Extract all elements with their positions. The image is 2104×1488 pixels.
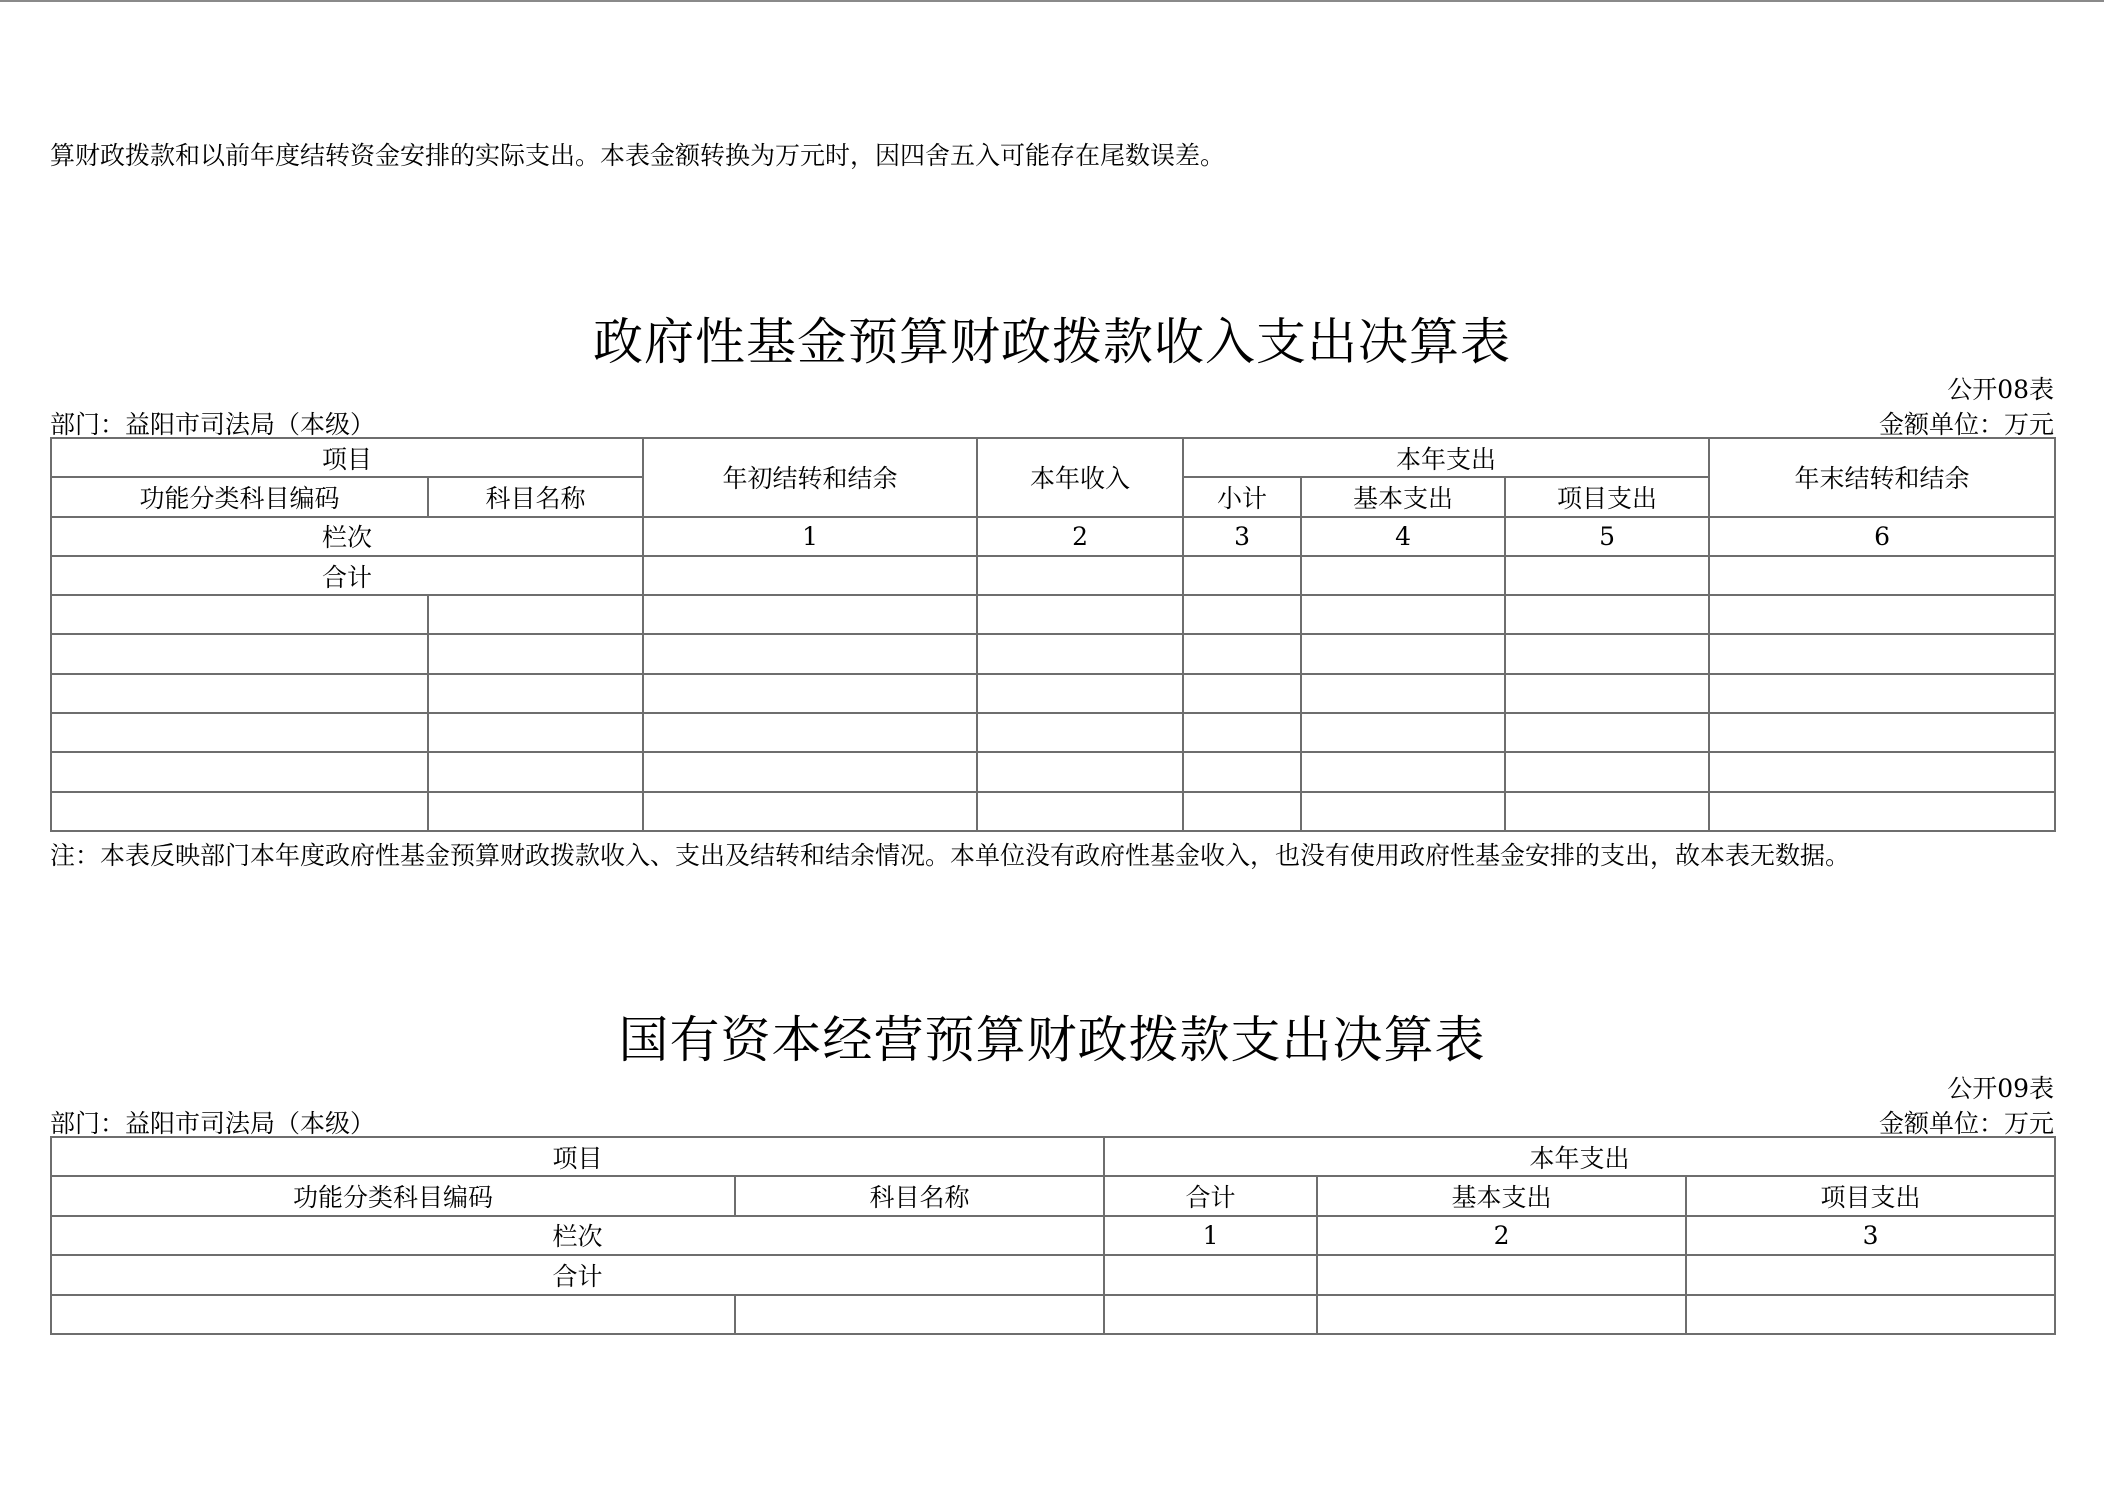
header-project: 项目 [51,438,643,477]
table-cell [51,674,428,713]
table-cell [1709,674,2055,713]
table08-column-number-row [51,517,2055,556]
row-label-total: 合计 [51,556,643,595]
table09-department: 部门：益阳市司法局（本级） [50,1109,376,1138]
table08-total-row [51,556,2055,595]
table08-title: 政府性基金预算财政拨款收入支出决算表 [593,313,1511,371]
header-basic: 基本支出 [1317,1176,1686,1215]
table08-note: 注：本表反映部门本年度政府性基金预算财政拨款收入、支出及结转和结余情况。本单位没有政府性基金收入，也没有使用政府性基金安排的支出，故本表无数据。 [50,841,1851,870]
table-cell [977,674,1183,713]
table-cell [735,1295,1104,1334]
header-expense: 本年支出 [1183,438,1709,477]
table-cell [977,556,1183,595]
table-cell [1183,595,1301,634]
table-cell [1301,674,1505,713]
table-cell [977,752,1183,791]
table-cell [1505,674,1709,713]
header-project-exp: 项目支出 [1505,477,1709,516]
header-income: 本年收入 [977,438,1183,517]
table08-unit: 金额单位：万元 [1878,410,2054,439]
table-cell [643,752,977,791]
table09-header-row-1 [51,1137,2055,1176]
table-row [51,1295,2055,1334]
table-cell [428,595,643,634]
table-cell [977,792,1183,831]
table-cell [643,595,977,634]
table-cell [1301,595,1505,634]
table-cell [1686,1295,2055,1334]
table-cell [1183,634,1301,673]
table-cell [1709,713,2055,752]
table09-unit: 金额单位：万元 [1878,1109,2054,1138]
table-cell [1505,752,1709,791]
table08-number: 公开08表 [1947,375,2054,404]
header-subtotal: 小计 [1183,477,1301,516]
table09-title: 国有资本经营预算财政拨款支出决算表 [618,1011,1486,1069]
table-cell [51,634,428,673]
table09-total-row [51,1255,2055,1294]
table08-grid [50,437,2056,832]
header-subject-name: 科目名称 [735,1176,1104,1215]
table-cell [1183,752,1301,791]
table-cell [1104,1295,1317,1334]
table-cell [428,752,643,791]
table-cell [643,556,977,595]
table-cell [643,792,977,831]
table-row [51,674,2055,713]
table-cell [643,634,977,673]
column-number: 6 [1709,517,2055,556]
header-end-balance: 年末结转和结余 [1709,438,2055,517]
table-row [51,634,2055,673]
header-func-code: 功能分类科目编码 [51,477,428,516]
table-cell [1301,752,1505,791]
header-expense: 本年支出 [1104,1137,2055,1176]
table-cell [1709,792,2055,831]
table-cell [643,713,977,752]
row-label-total: 合计 [51,1255,1104,1294]
table-cell [51,792,428,831]
table-cell [1709,595,2055,634]
table08-department: 部门：益阳市司法局（本级） [50,410,376,439]
table-cell [1301,792,1505,831]
table-cell [428,674,643,713]
table09-number: 公开09表 [1947,1074,2054,1103]
table-cell [977,595,1183,634]
table-cell [1709,556,2055,595]
column-number: 2 [977,517,1183,556]
table-cell [1317,1295,1686,1334]
table-cell [1317,1255,1686,1294]
column-number: 1 [1104,1216,1317,1255]
table-cell [1183,792,1301,831]
header-basic: 基本支出 [1301,477,1505,516]
table-row [51,752,2055,791]
table-cell [1505,792,1709,831]
column-number: 1 [643,517,977,556]
table-cell [1183,674,1301,713]
table-cell [51,752,428,791]
table-cell [428,792,643,831]
table-cell [1505,713,1709,752]
row-label-column-no: 栏次 [51,1216,1104,1255]
table-cell [643,674,977,713]
table-row [51,792,2055,831]
table-row [51,713,2055,752]
table-cell [1709,752,2055,791]
header-subject-name: 科目名称 [428,477,643,516]
table-cell [1104,1255,1317,1294]
header-project: 项目 [51,1137,1104,1176]
table09-header-row-2 [51,1176,2055,1215]
table-cell [51,595,428,634]
table09-grid [50,1136,2056,1335]
header-begin-balance: 年初结转和结余 [643,438,977,517]
table-cell [428,713,643,752]
table-cell [1505,634,1709,673]
table09-column-number-row [51,1216,2055,1255]
table-cell [977,634,1183,673]
table-cell [1183,713,1301,752]
column-number: 2 [1317,1216,1686,1255]
header-project-exp: 项目支出 [1686,1176,2055,1215]
table-cell [1301,556,1505,595]
column-number: 3 [1183,517,1301,556]
intro-text: 算财政拨款和以前年度结转资金安排的实际支出。本表金额转换为万元时，因四舍五入可能存在尾数误差。 [50,141,1226,170]
table-row [51,595,2055,634]
header-total: 合计 [1104,1176,1317,1215]
header-func-code: 功能分类科目编码 [51,1176,735,1215]
table-cell [1505,595,1709,634]
column-number: 5 [1505,517,1709,556]
table-cell [1709,634,2055,673]
table-cell [51,1295,735,1334]
table08-header-row-1 [51,438,2055,477]
table-cell [1301,713,1505,752]
column-number: 4 [1301,517,1505,556]
row-label-column-no: 栏次 [51,517,643,556]
column-number: 3 [1686,1216,2055,1255]
table-cell [977,713,1183,752]
table-cell [1301,634,1505,673]
top-border [0,0,2104,2]
table-cell [51,713,428,752]
table-cell [1183,556,1301,595]
table-cell [428,634,643,673]
table-cell [1686,1255,2055,1294]
table-cell [1505,556,1709,595]
